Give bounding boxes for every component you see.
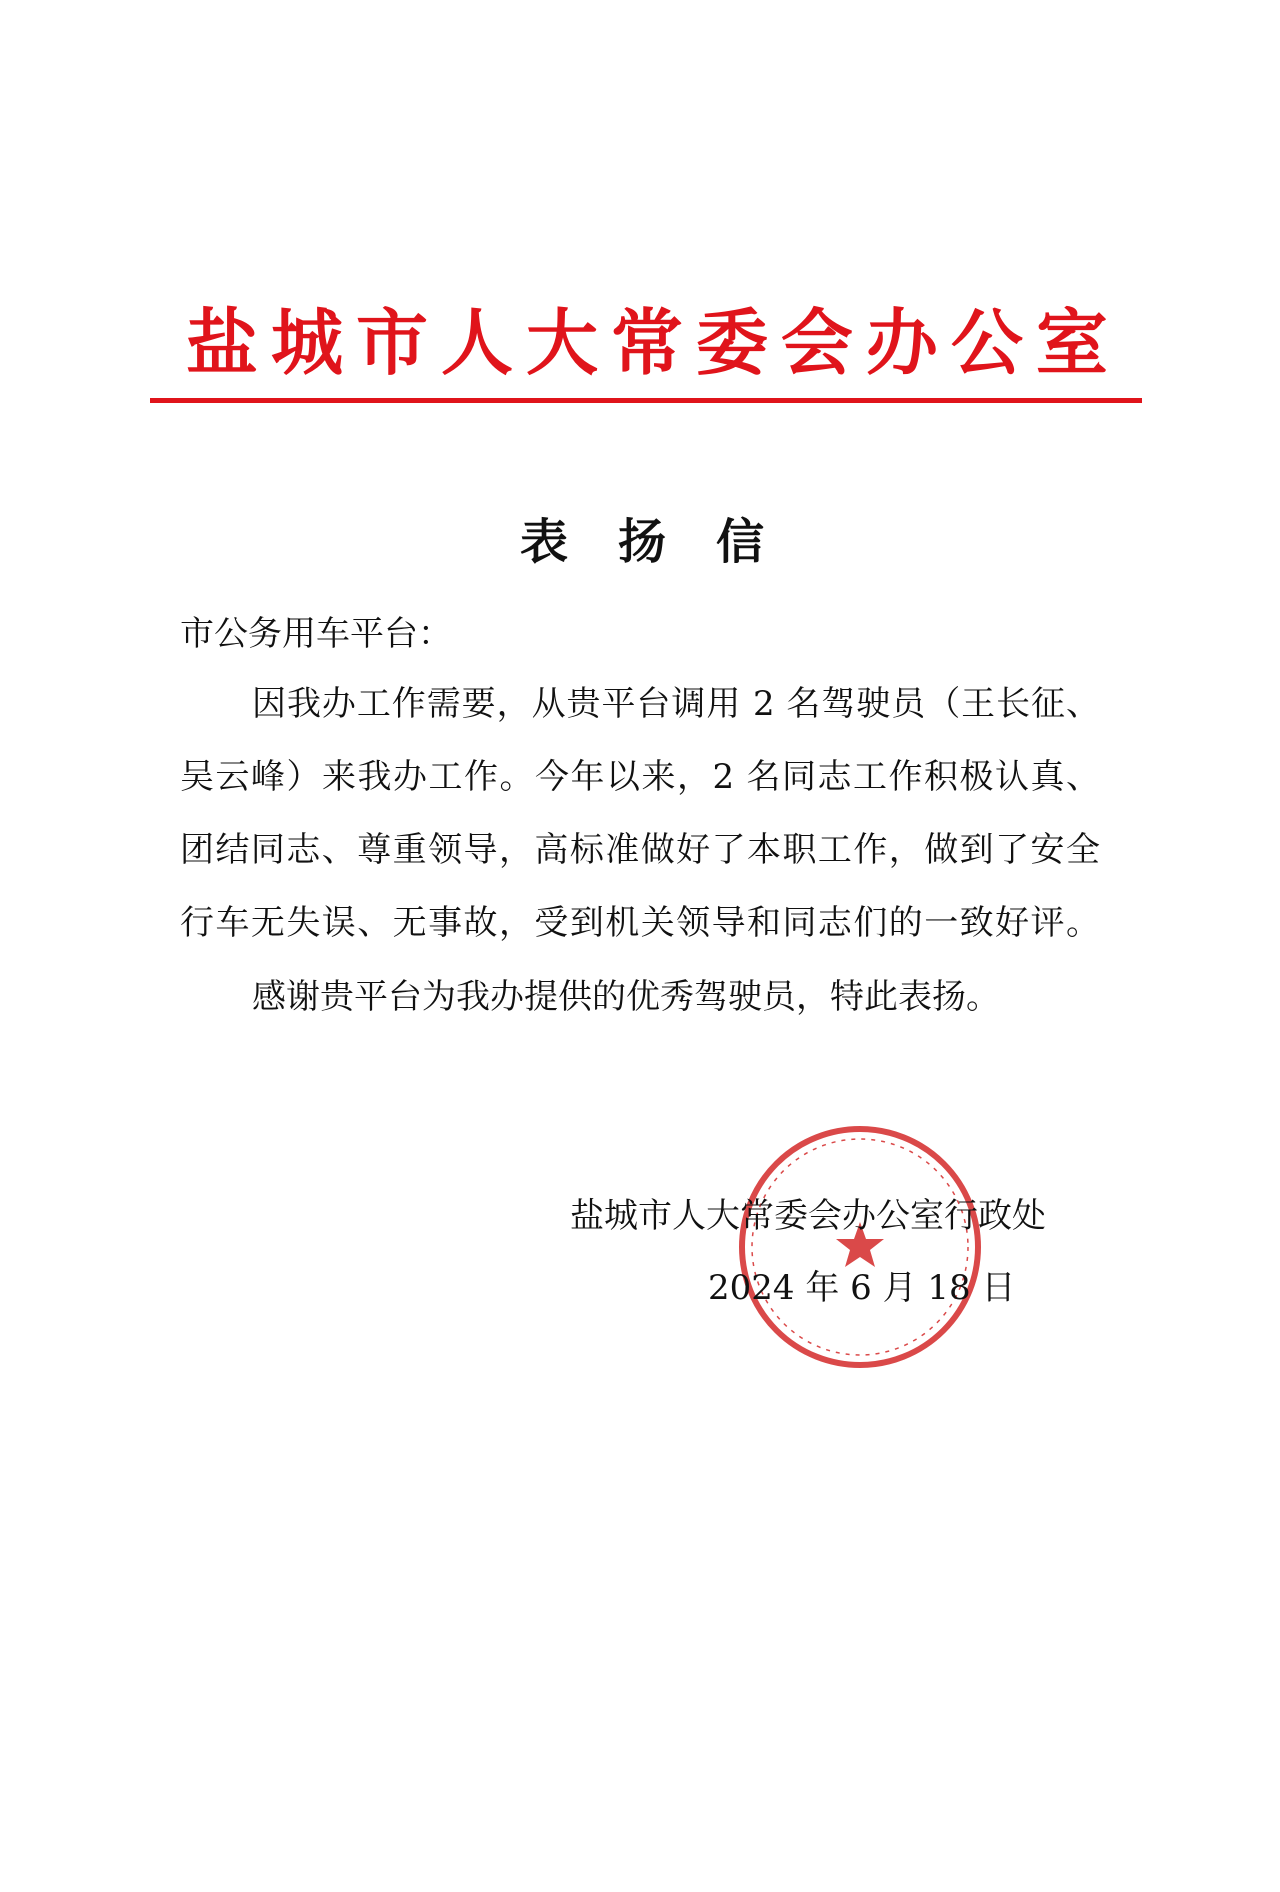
letterhead-char: 盐 xyxy=(186,301,259,385)
heading-char: 扬 xyxy=(617,514,666,570)
official-seal xyxy=(735,1122,985,1372)
salutation: 市公务用车平台： xyxy=(180,614,452,654)
body-line: 行车无失误、无事故，受到机关领导和同志们的一致好评。 xyxy=(180,903,1100,943)
letterhead-char: 会 xyxy=(780,301,853,385)
letterhead-char: 常 xyxy=(610,301,683,385)
letterhead-char: 人 xyxy=(440,301,513,385)
body-line: 团结同志、尊重领导，高标准做好了本职工作，做到了安全 xyxy=(180,830,1100,870)
signature-date: 2024 年 6 月 18 日 xyxy=(708,1268,1016,1308)
letterhead-char: 大 xyxy=(525,301,598,385)
letterhead-title xyxy=(186,300,1108,386)
letterhead-char: 室 xyxy=(1035,301,1108,385)
letterhead-divider xyxy=(150,398,1142,403)
heading-char: 信 xyxy=(715,514,764,570)
letterhead-char: 城 xyxy=(270,301,343,385)
signature-org: 盐城市人大常委会办公室行政处 xyxy=(570,1196,1046,1236)
document-heading xyxy=(520,512,764,572)
letterhead-char: 市 xyxy=(355,301,428,385)
body-line: 吴云峰）来我办工作。今年以来，2 名同志工作积极认真、 xyxy=(180,757,1100,797)
body-line: 因我办工作需要，从贵平台调用 2 名驾驶员（王长征、 xyxy=(252,684,1100,724)
closing-line: 感谢贵平台为我办提供的优秀驾驶员，特此表扬。 xyxy=(252,977,1000,1017)
letterhead-char: 公 xyxy=(950,301,1023,385)
letterhead-char: 办 xyxy=(865,301,938,385)
heading-char: 表 xyxy=(520,514,569,570)
letterhead-char: 委 xyxy=(695,301,768,385)
